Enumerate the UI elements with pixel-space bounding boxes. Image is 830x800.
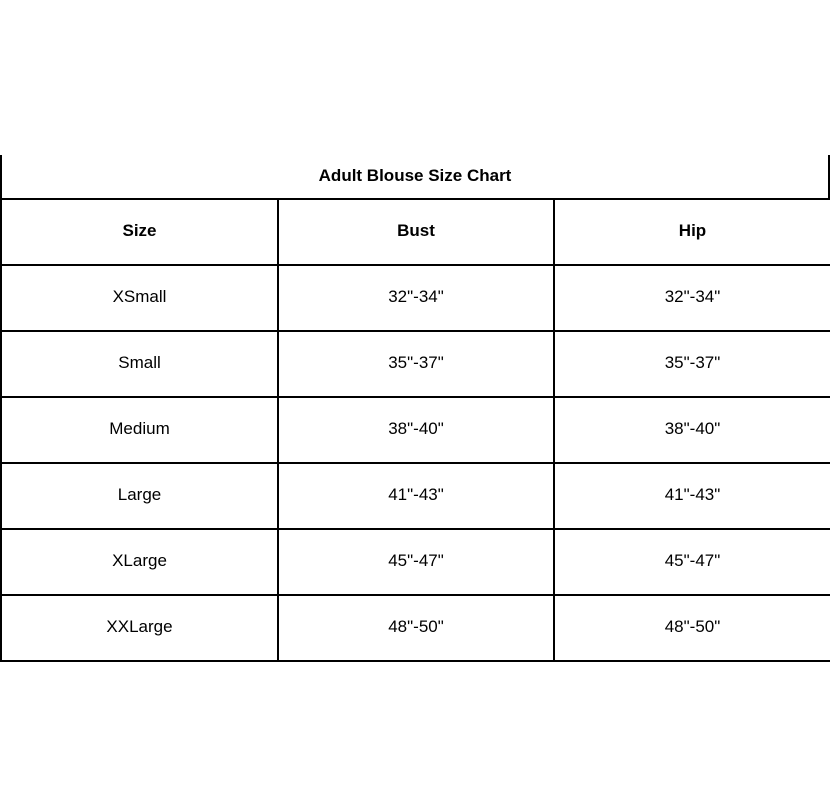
hip-cell: 45"-47" [554,529,830,595]
table-row [1,595,830,661]
column-header-size: Size [1,200,278,265]
size-cell: Medium [1,397,278,463]
column-header-bust: Bust [278,200,554,265]
size-chart [0,155,830,662]
bust-cell: 32"-34" [278,265,554,331]
bust-cell: 48"-50" [278,595,554,661]
table-row [1,331,830,397]
hip-cell: 35"-37" [554,331,830,397]
table-row [1,397,830,463]
hip-cell: 38"-40" [554,397,830,463]
hip-cell: 32"-34" [554,265,830,331]
hip-cell: 41"-43" [554,463,830,529]
table-row [1,463,830,529]
size-cell: Large [1,463,278,529]
bust-cell: 41"-43" [278,463,554,529]
table-row [1,529,830,595]
size-cell: XSmall [1,265,278,331]
size-table [0,200,830,662]
bust-cell: 35"-37" [278,331,554,397]
table-row [1,265,830,331]
hip-cell: 48"-50" [554,595,830,661]
size-cell: XLarge [1,529,278,595]
header-row [1,200,830,265]
size-cell: Small [1,331,278,397]
chart-title: Adult Blouse Size Chart [0,155,830,200]
size-cell: XXLarge [1,595,278,661]
bust-cell: 38"-40" [278,397,554,463]
column-header-hip: Hip [554,200,830,265]
bust-cell: 45"-47" [278,529,554,595]
